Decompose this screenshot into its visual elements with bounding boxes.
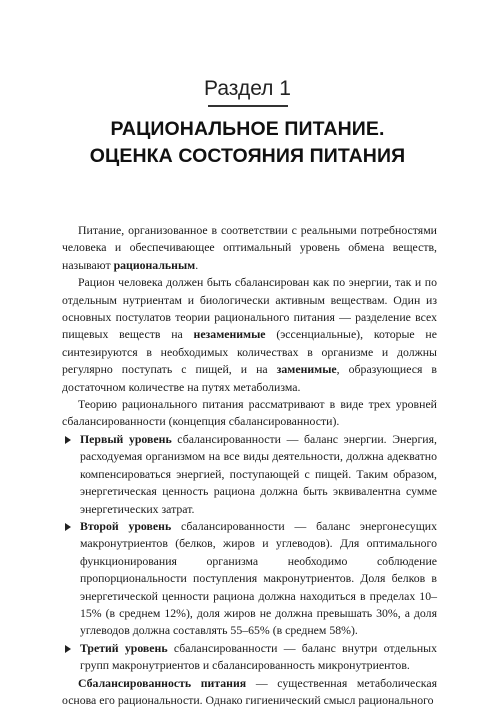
paragraph: [62, 274, 437, 396]
term-bold: незаменимые: [193, 327, 266, 342]
text-run: , образующиеся в достаточном количестве на путях метаболизма.: [62, 362, 437, 394]
list-item: [62, 640, 437, 675]
term-bold: Третий уровень: [80, 640, 168, 655]
term-bold: Сбалансированность питания: [78, 675, 247, 690]
text-run: сбалансированности — баланс энергии. Энергия, расходуемая организмом на все виды деятельности, должна адекватно компенсироваться энергией, поступающей с пищей. Таким образом, энергетическая ценность рациона должна быть эквивалентна сумме энергетических затрат.: [80, 431, 437, 516]
text-run: Питание, организованное в соответствии с реальными потребностями человека и обеспечивающее оптимальный уровень обмена веществ, называют: [62, 223, 437, 272]
text-run: сбалансированности — баланс внутри отдельных групп макронутриентов и сбалансированность микронутриентов.: [80, 640, 437, 673]
body-text: [62, 222, 437, 709]
paragraph: [62, 396, 437, 431]
section-label: Раздел 1: [204, 77, 291, 100]
paragraph: [62, 222, 437, 274]
list-item: [62, 518, 437, 640]
text-run: (эссенциальные), которые не синтезируются в необходимых количествах в организме и должны регулярно поступать с пищей, и на: [62, 327, 437, 377]
text-run: .: [195, 257, 199, 272]
triangle-bullet-icon: [65, 523, 71, 531]
text-run: сбалансированности — баланс энергонесущих макронутриентов (белков, жиров и углеводов). Для оптимального функционирования организма необходимо соблюдение пропорциональности поступления макронутриентов. Доля белков в энергетической ценности рациона должна находиться в пределах 10–15% (в среднем 12%), доля жиров не должна превышать 30%, а доля углеводов должна составлять 55–65% (в среднем 58%).: [80, 518, 437, 638]
levels-list: [62, 431, 437, 675]
text-run: Рацион человека должен быть сбалансирован как по энергии, так и по отдельным нутриентам и биологически активным веществам. Один из основных постулатов теории рационального питания — разделение всех пищевых веществ на: [62, 275, 437, 342]
triangle-bullet-icon: [65, 645, 71, 653]
term-bold: заменимые: [276, 362, 337, 377]
section-title-line: ОЦЕНКА СОСТОЯНИЯ ПИТАНИЯ: [89, 145, 406, 167]
section-title: [0, 116, 495, 170]
text-run: Теорию рационального питания рассматривают в виде трех уровней сбалансированности (концепция сбалансированности).: [62, 397, 437, 429]
section-title-line: РАЦИОНАЛЬНОЕ ПИТАНИЕ.: [110, 118, 385, 140]
text-run: — существенная метаболическая основа его рациональности. Однако гигиенический смысл рационального: [62, 675, 437, 707]
term-bold: рациональным: [113, 257, 196, 272]
list-item: [62, 431, 437, 518]
paragraph: [62, 675, 437, 709]
term-bold: Второй уровень: [80, 518, 172, 533]
term-bold: Первый уровень: [80, 431, 172, 446]
triangle-bullet-icon: [65, 436, 71, 444]
section-label-underline: [208, 105, 288, 107]
